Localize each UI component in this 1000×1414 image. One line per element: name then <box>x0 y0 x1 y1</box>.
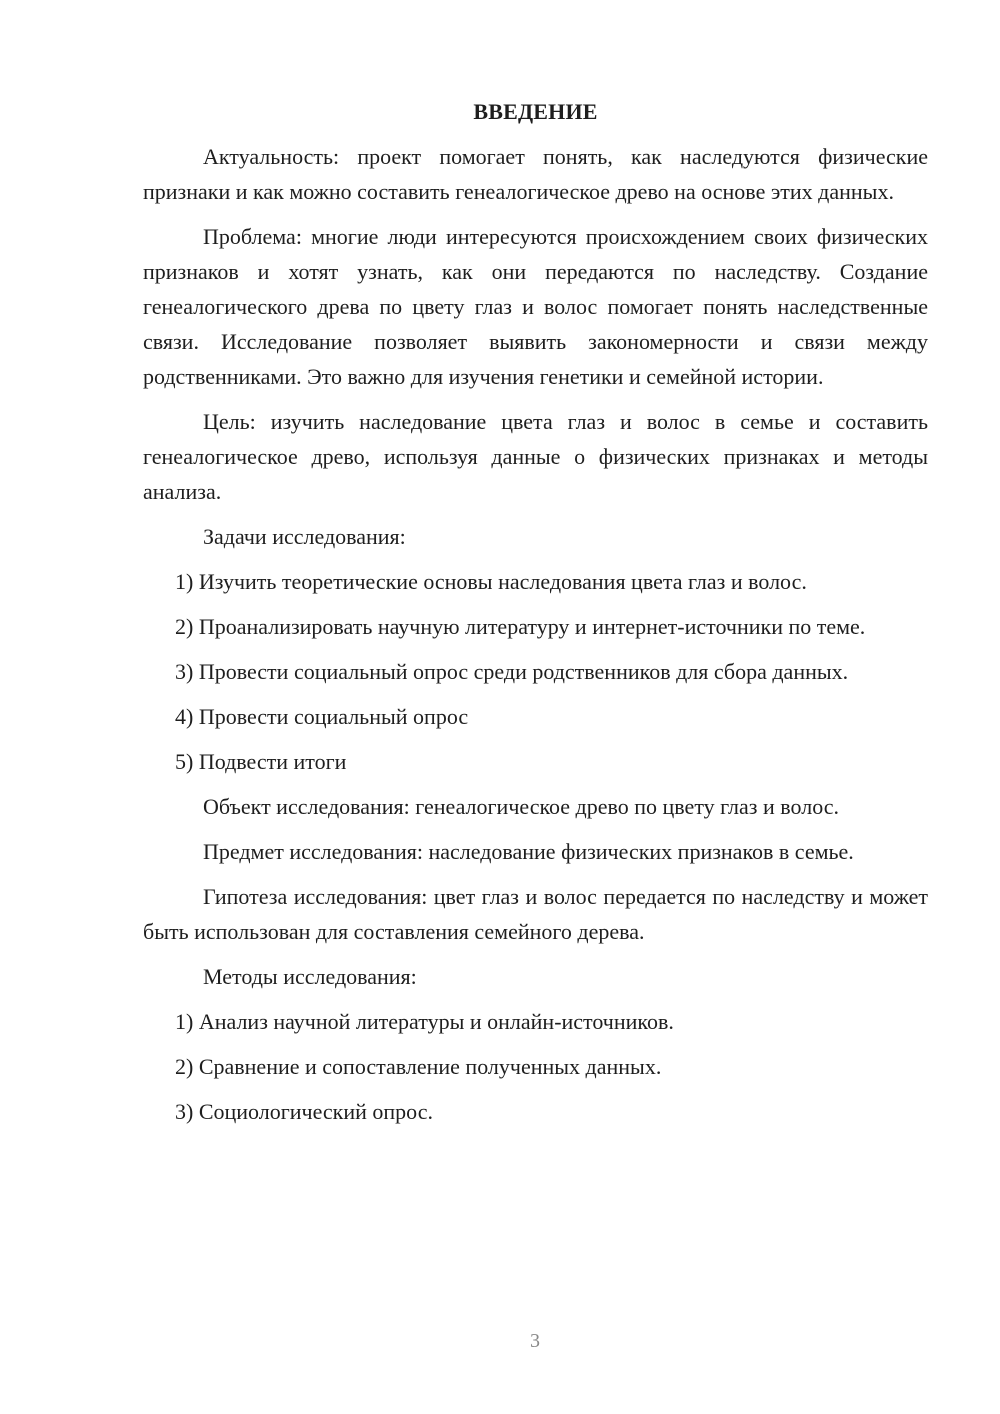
paragraph-object: Объект исследования: генеалогическое древо по цвету глаз и волос. <box>203 794 840 819</box>
section-title: ВВЕДЕНИЕ <box>473 99 598 124</box>
task-item-2: 2) Проанализировать научную литературу и интернет-источники по теме. <box>175 614 866 639</box>
tasks-heading: Задачи исследования: <box>203 524 406 549</box>
method-item-3: 3) Социологический опрос. <box>175 1099 433 1124</box>
methods-heading: Методы исследования: <box>203 964 417 989</box>
task-item-5: 5) Подвести итоги <box>175 749 347 774</box>
page-number: 3 <box>530 1330 540 1352</box>
paragraph-relevance: Актуальность: проект помогает понять, как наследуются физические признаки и как можно составить генеалогическое древо на основе этих данных. <box>143 144 928 204</box>
method-item-1: 1) Анализ научной литературы и онлайн-источников. <box>175 1009 674 1034</box>
paragraph-subject: Предмет исследования: наследование физических признаков в семье. <box>203 839 854 864</box>
task-item-1: 1) Изучить теоретические основы наследования цвета глаз и волос. <box>175 569 807 594</box>
paragraph-problem: Проблема: многие люди интересуются происхождением своих физических признаков и хотят узнать, как они передаются по наследству. Создание генеалогического древа по цвету глаз и волос помогает понять наследственные связи. Исследование позволяет выявить закономерности и связи между родственниками. Это важно для изучения генетики и семейной истории. <box>143 224 928 389</box>
task-item-4: 4) Провести социальный опрос <box>175 704 469 729</box>
method-item-2: 2) Сравнение и сопоставление полученных данных. <box>175 1054 662 1079</box>
paragraph-goal: Цель: изучить наследование цвета глаз и волос в семье и составить генеалогическое древо, используя данные о физических признаках и методы анализа. <box>143 409 928 504</box>
task-item-3: 3) Провести социальный опрос среди родственников для сбора данных. <box>175 659 849 684</box>
document-page <box>143 94 928 1129</box>
paragraph-hypothesis: Гипотеза исследования: цвет глаз и волос передается по наследству и может быть использован для составления семейного дерева. <box>143 884 928 944</box>
